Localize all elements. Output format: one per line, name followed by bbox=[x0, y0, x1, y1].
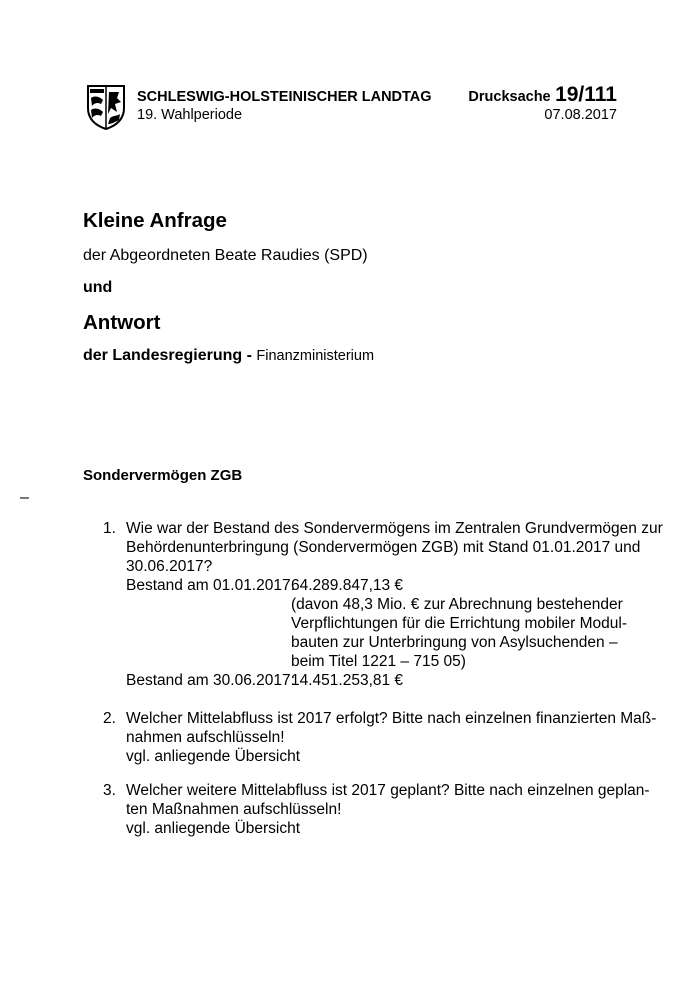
drucksache-number: 19/111 bbox=[555, 83, 617, 106]
answer-note: bauten zur Unterbringung von Asylsuchenden – bbox=[291, 634, 618, 651]
question-line: Wie war der Bestand des Sondervermögens im Zentralen Grundvermögen zur bbox=[126, 520, 663, 537]
answer-value: 64.289.847,13 € bbox=[291, 577, 404, 594]
answer-text: vgl. anliegende Übersicht bbox=[126, 820, 301, 837]
ministry-name: Finanzministerium bbox=[256, 348, 375, 364]
author-line: der Abgeordneten Beate Raudies (SPD) bbox=[83, 247, 368, 264]
question-line: ten Maßnahmen aufschlüsseln! bbox=[126, 801, 342, 818]
question-line: Behördenunterbringung (Sondervermögen ZGB) mit Stand 01.01.2017 und bbox=[126, 539, 641, 556]
document-date: 07.08.2017 bbox=[544, 107, 617, 123]
question-number: 3. bbox=[103, 782, 116, 799]
question-number: 1. bbox=[103, 520, 116, 537]
answer-note: beim Titel 1221 – 715 05) bbox=[291, 653, 466, 670]
parliament-name: SCHLESWIG-HOLSTEINISCHER LANDTAG bbox=[137, 89, 432, 105]
question-line: nahmen aufschlüsseln! bbox=[126, 729, 285, 746]
und-line: und bbox=[83, 279, 113, 296]
question-line: Welcher weitere Mittelabfluss ist 2017 geplant? Bitte nach einzelnen geplan- bbox=[126, 782, 650, 799]
subject: Sondervermögen ZGB bbox=[83, 467, 243, 484]
answer-label: Bestand am 30.06.2017: bbox=[126, 672, 295, 689]
question-number: 2. bbox=[103, 710, 116, 727]
answer-value: 14.451.253,81 € bbox=[291, 672, 404, 689]
drucksache bbox=[468, 83, 617, 107]
answer-label: Bestand am 01.01.2017: bbox=[126, 577, 295, 594]
title-kleine-anfrage: Kleine Anfrage bbox=[83, 209, 227, 232]
title-antwort: Antwort bbox=[83, 311, 161, 334]
answer-note: Verpflichtungen für die Errichtung mobiler Modul- bbox=[291, 615, 628, 632]
government-line bbox=[83, 347, 374, 365]
answer-text: vgl. anliegende Übersicht bbox=[126, 748, 301, 765]
coat-of-arms-icon bbox=[86, 84, 126, 130]
question-line: 30.06.2017? bbox=[126, 558, 213, 575]
answer-note: (davon 48,3 Mio. € zur Abrechnung bestehender bbox=[291, 596, 623, 613]
government-label: der Landesregierung - bbox=[83, 347, 252, 364]
drucksache-label: Drucksache bbox=[468, 89, 551, 105]
question-line: Welcher Mittelabfluss ist 2017 erfolgt? Bitte nach einzelnen finanzierten Maß- bbox=[126, 710, 657, 727]
election-period: 19. Wahlperiode bbox=[137, 107, 243, 123]
margin-dash: – bbox=[20, 489, 29, 506]
